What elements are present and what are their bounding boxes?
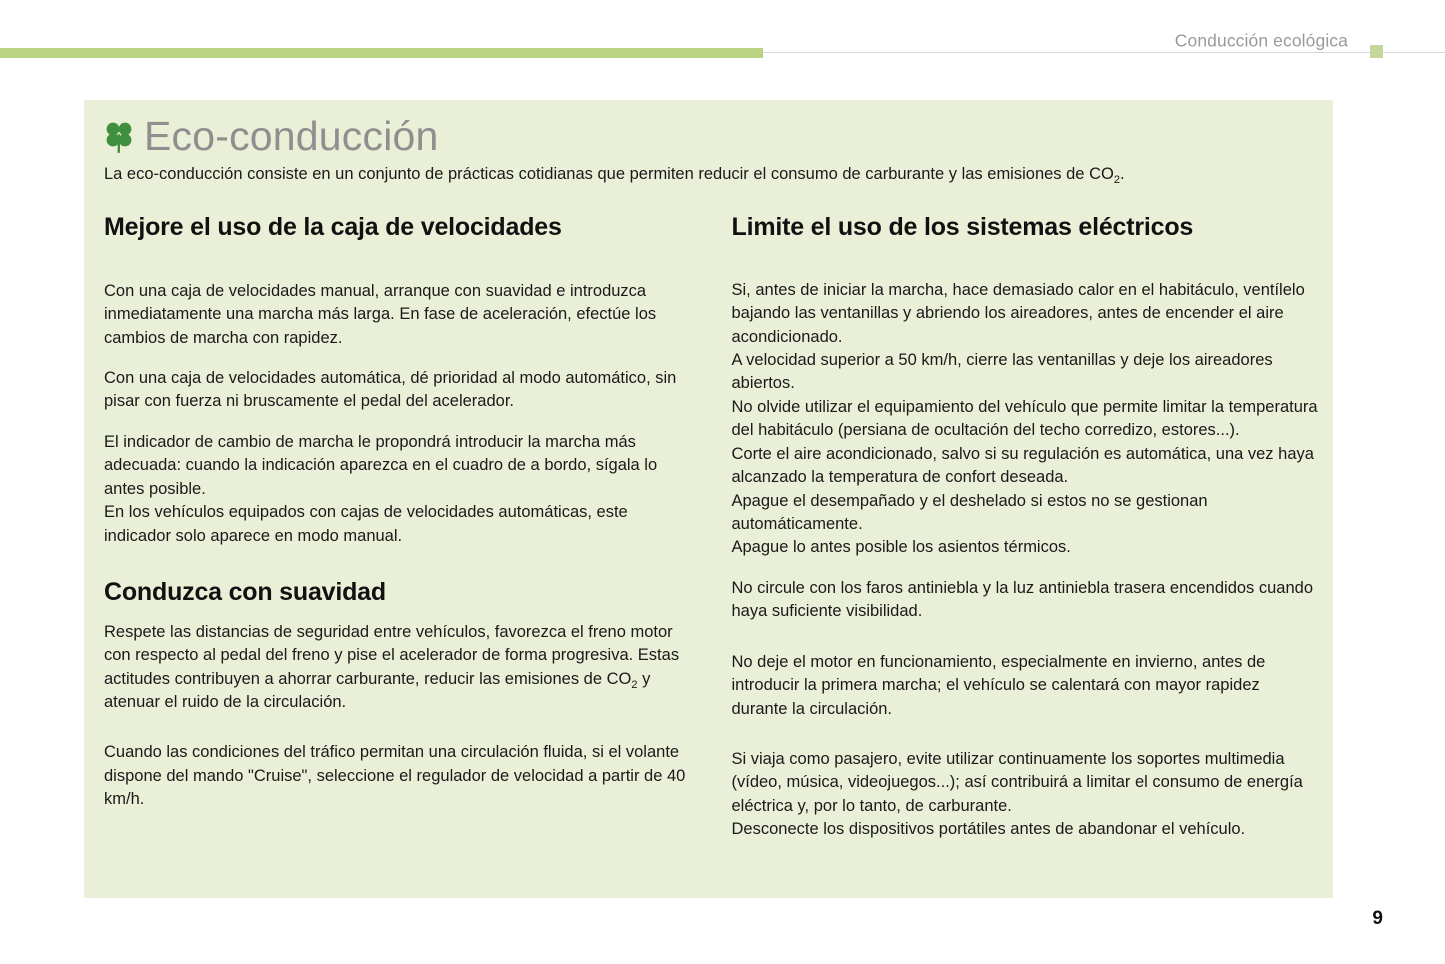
right-paragraph-5: Apague el desempañado y el deshelado si estos no se gestionan automáticamente.: [731, 491, 1208, 533]
left-heading-smooth-driving: Conduzca con suavidad: [104, 577, 386, 606]
header-rule: [763, 52, 1445, 53]
right-heading-electrical-systems: Limite el uso de los sistemas eléctricos: [731, 213, 1194, 241]
left-column: [104, 213, 692, 842]
square-marker-icon: [1370, 45, 1383, 58]
chapter-title: Conducción ecológica: [1174, 30, 1348, 51]
page-header: [0, 0, 1445, 62]
left-paragraph-5-part1: Respete las distancias de seguridad entre vehículos, favorezca el freno motor con respecto al pedal del freno y pise el acelerador de forma progresiva. Estas actitudes contribuyen a ahorrar carburante, reducir las emisiones de CO: [104, 622, 680, 688]
right-paragraph-7: No circule con los faros antiniebla y la luz antiniebla trasera encendidos cuando haya suficiente visibilidad.: [731, 578, 1314, 621]
left-paragraph-1: Con una caja de velocidades manual, arranque con suavidad e introduzca inmediatamente una marcha más larga. En fase de aceleración, efectúe los cambios de marcha con rapidez.: [104, 281, 657, 347]
intro-text-before: La eco-conducción consiste en un conjunto de prácticas cotidianas que permiten reducir el consumo de carburante y las emisiones de CO: [104, 165, 1114, 183]
document-title-row: [104, 113, 439, 159]
left-paragraph-6: Cuando las condiciones del tráfico permitan una circulación fluida, si el volante dispone del mando "Cruise", seleccione el regulador de velocidad a partir de 40 km/h.: [104, 743, 686, 809]
right-paragraph-4: Corte el aire acondicionado, salvo si su regulación es automática, una vez haya alcanzado la temperatura de confort deseada.: [731, 444, 1314, 487]
body-columns: [104, 213, 1319, 842]
header-green-bar: [0, 48, 763, 58]
right-paragraph-6: Apague lo antes posible los asientos térmicos.: [731, 538, 1071, 557]
left-paragraph-5: [104, 621, 692, 715]
intro-paragraph: [104, 164, 1304, 185]
left-heading-gearbox: Mejore el uso de la caja de velocidades: [104, 213, 562, 241]
left-paragraph-2: Con una caja de velocidades automática, dé prioridad al modo automático, sin pisar con fuerza ni bruscamente el pedal del acelerador.: [104, 369, 677, 411]
intro-subscript: 2: [1113, 174, 1120, 186]
right-column: [732, 213, 1320, 842]
left-paragraph-5-part2: y atenuar el ruido de la circulación.: [104, 669, 651, 711]
page-number: 9: [1372, 908, 1383, 929]
content-panel: [84, 100, 1333, 898]
left-paragraph-3: El indicador de cambio de marcha le propondrá introducir la marcha más adecuada: cuando la indicación aparezca en el cuadro de a bordo, sígala lo antes posible.: [104, 432, 658, 498]
right-paragraph-3: No olvide utilizar el equipamiento del vehículo que permite limitar la temperatura del habitáculo (persiana de ocultación del techo corredizo, estores...).: [731, 397, 1318, 440]
right-paragraph-10: Desconecte los dispositivos portátiles antes de abandonar el vehículo.: [731, 820, 1246, 839]
right-paragraph-1: Si, antes de iniciar la marcha, hace demasiado calor en el habitáculo, ventílelo bajando las ventanillas y abriendo los aireadores, antes de encender el aire acondicionado.: [731, 280, 1305, 346]
intro-text-after: .: [1119, 165, 1125, 183]
clover-icon: [104, 120, 134, 154]
right-paragraph-2: A velocidad superior a 50 km/h, cierre las ventanillas y deje los aireadores abiertos.: [731, 351, 1273, 393]
left-paragraph-4: En los vehículos equipados con cajas de velocidades automáticas, este indicador solo aparece en modo manual.: [104, 503, 628, 545]
right-paragraph-8: No deje el motor en funcionamiento, especialmente en invierno, antes de introducir la primera marcha; el vehículo se calentará con mayor rapidez durante la circulación.: [731, 652, 1266, 718]
right-paragraph-9: Si viaja como pasajero, evite utilizar continuamente los soportes multimedia (vídeo, música, videojuegos...); así contribuirá a limitar el consumo de energía eléctrica y, por lo tanto, de carburante.: [731, 749, 1303, 815]
page-title: Eco-conducción: [144, 113, 439, 159]
left-paragraph-5-subscript: 2: [631, 678, 638, 691]
